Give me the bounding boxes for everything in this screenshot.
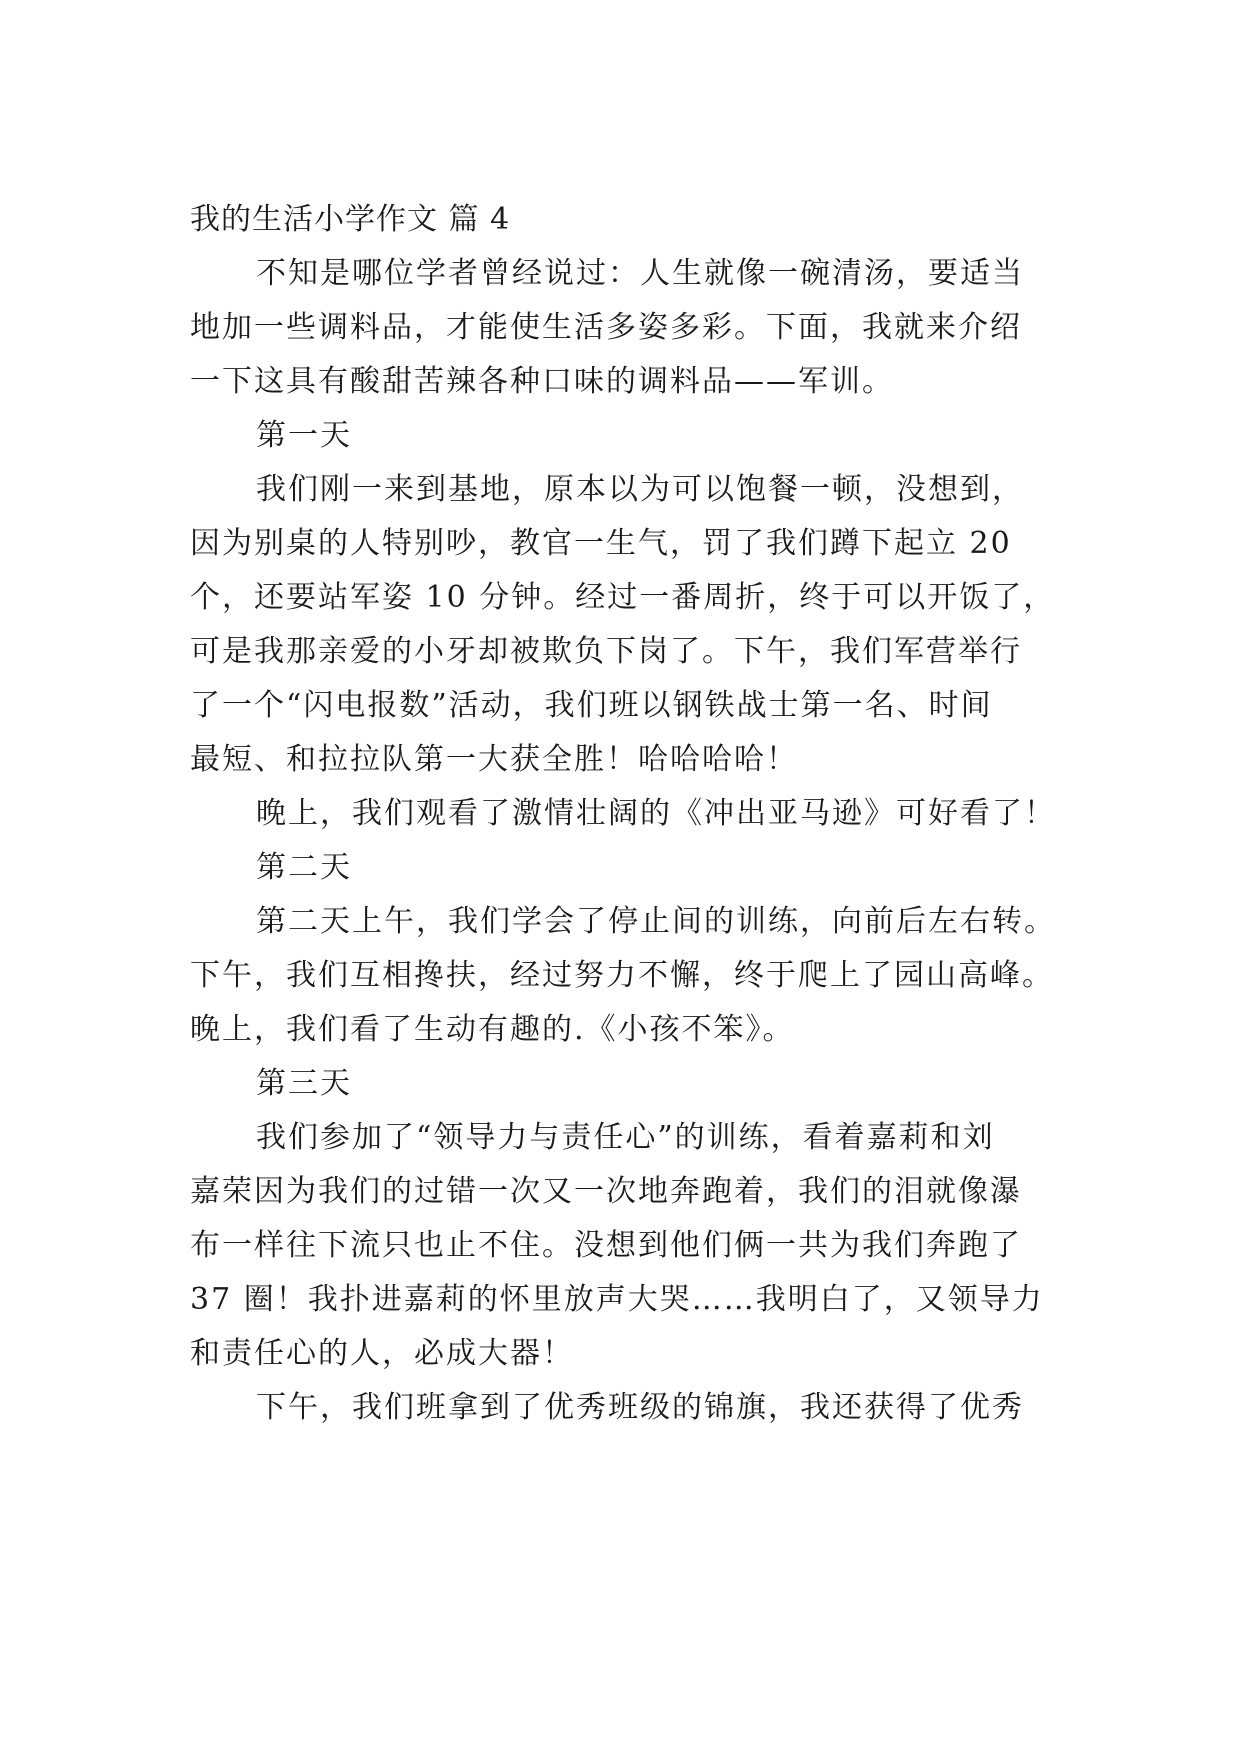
paragraph-line: 因为别桌的人特别吵，教官一生气，罚了我们蹲下起立 20 [190,526,1012,561]
paragraph-line: 不知是哪位学者曾经说过：人生就像一碗清汤，要适当 [256,256,1024,291]
paragraph-line: 37 圈！我扑进嘉莉的怀里放声大哭……我明白了，又领导力 [190,1282,1044,1317]
section-heading: 第三天 [256,1066,352,1101]
paragraph-line: 下午，我们班拿到了优秀班级的锦旗，我还获得了优秀 [256,1390,1024,1425]
paragraph-line: 我们参加了“领导力与责任心”的训练，看着嘉莉和刘 [256,1120,995,1155]
paragraph-line: 晚上，我们观看了激情壮阔的《冲出亚马逊》可好看了！ [256,796,1056,831]
paragraph-line: 我们刚一来到基地，原本以为可以饱餐一顿，没想到， [256,472,1024,507]
paragraph-line: 了一个“闪电报数”活动，我们班以钢铁战士第一名、时间 [190,688,993,723]
paragraph-line: 最短、和拉拉队第一大获全胜！哈哈哈哈！ [190,742,798,777]
paragraph-line: 嘉荣因为我们的过错一次又一次地奔跑着，我们的泪就像瀑 [190,1174,1022,1209]
paragraph-line: 下午，我们互相搀扶，经过努力不懈，终于爬上了园山高峰。 [190,958,1054,993]
paragraph-line: 第二天上午，我们学会了停止间的训练，向前后左右转。 [256,904,1056,939]
paragraph-line: 一下这具有酸甜苦辣各种口味的调料品——军训。 [190,364,894,399]
paragraph-line: 个，还要站军姿 10 分钟。经过一番周折，终于可以开饭了， [190,580,1056,615]
paragraph-line: 晚上，我们看了生动有趣的.《小孩不笨》。 [190,1012,795,1047]
section-heading: 第一天 [256,418,352,453]
paragraph-line: 地加一些调料品，才能使生活多姿多彩。下面，我就来介绍 [190,310,1022,345]
paragraph-line: 可是我那亲爱的小牙却被欺负下岗了。下午，我们军营举行 [190,634,1022,669]
document-title: 我的生活小学作文 篇 4 [190,202,511,237]
paragraph-line: 和责任心的人，必成大器！ [190,1336,574,1371]
paragraph-line: 布一样往下流只也止不住。没想到他们俩一共为我们奔跑了 [190,1228,1022,1263]
section-heading: 第二天 [256,850,352,885]
